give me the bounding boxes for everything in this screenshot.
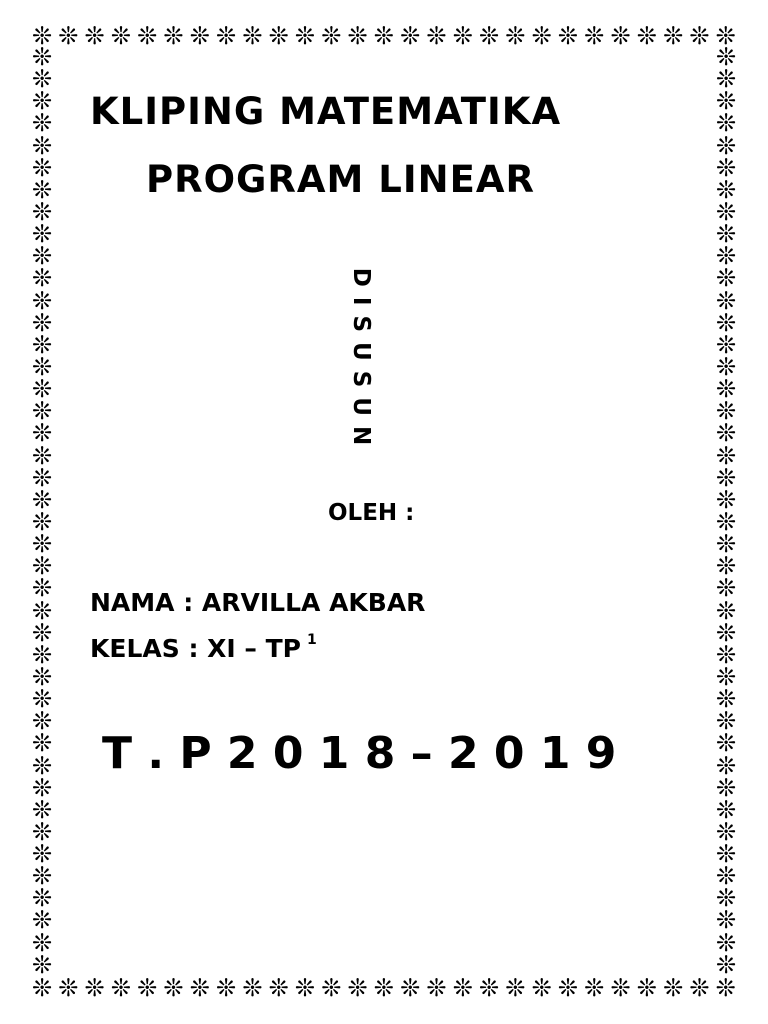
border-star-icon: ❊ — [31, 419, 53, 448]
border-star-icon: ❊ — [715, 419, 737, 448]
border-star-icon: ❊ — [110, 974, 131, 1002]
border-star-icon: ❊ — [31, 330, 53, 359]
border-star-icon: ❊ — [715, 530, 737, 559]
border-star-icon: ❊ — [137, 22, 158, 50]
border-star-icon: ❊ — [31, 884, 53, 913]
border-star-icon: ❊ — [715, 220, 737, 249]
border-star-icon: ❊ — [84, 974, 105, 1002]
border-star-icon: ❊ — [715, 242, 737, 271]
border-star-icon: ❊ — [715, 286, 737, 315]
border-star-icon: ❊ — [268, 22, 289, 50]
border-star-icon: ❊ — [31, 707, 53, 736]
border-star-icon: ❊ — [715, 308, 737, 337]
border-star-icon: ❊ — [242, 974, 263, 1002]
border-star-icon: ❊ — [715, 131, 737, 160]
border-star-icon: ❊ — [31, 751, 53, 780]
oleh-label: OLEH : — [328, 500, 415, 526]
vertical-disusun — [346, 252, 376, 462]
border-star-icon: ❊ — [715, 397, 737, 426]
kelas-text: KELAS : XI – TP — [90, 634, 301, 663]
border-star-icon: ❊ — [31, 242, 53, 271]
kelas-superscript: 1 — [307, 632, 317, 648]
border-star-icon: ❊ — [321, 974, 342, 1002]
border-star-icon: ❊ — [610, 22, 631, 50]
border-star-icon: ❊ — [31, 397, 53, 426]
border-star-icon: ❊ — [31, 197, 53, 226]
border-star-icon: ❊ — [31, 463, 53, 492]
border-star-icon: ❊ — [31, 375, 53, 404]
border-star-icon: ❊ — [31, 552, 53, 581]
border-star-icon: ❊ — [715, 840, 737, 869]
border-star-icon: ❊ — [31, 43, 53, 71]
border-star-icon: ❊ — [715, 65, 737, 94]
title-line-2: PROGRAM LINEAR — [146, 158, 535, 201]
border-star-icon: ❊ — [636, 974, 657, 1002]
border-star-icon: ❊ — [636, 22, 657, 50]
border-star-icon: ❊ — [31, 729, 53, 758]
border-star-icon: ❊ — [31, 950, 53, 979]
border-star-icon: ❊ — [689, 22, 710, 50]
border-star-icon: ❊ — [321, 22, 342, 50]
border-star-icon: ❊ — [715, 817, 737, 846]
border-star-icon: ❊ — [715, 552, 737, 581]
border-star-icon: ❊ — [715, 507, 737, 536]
border-star-icon: ❊ — [31, 308, 53, 337]
border-star-icon: ❊ — [610, 974, 631, 1002]
border-star-icon: ❊ — [31, 22, 53, 50]
border-star-icon: ❊ — [663, 22, 684, 50]
border-star-icon: ❊ — [58, 22, 79, 50]
border-star-icon: ❊ — [373, 974, 394, 1002]
border-star-icon: ❊ — [715, 574, 737, 603]
border-star-icon: ❊ — [294, 22, 316, 50]
border-star-icon: ❊ — [715, 175, 737, 204]
border-star-icon: ❊ — [31, 175, 53, 204]
border-star-icon: ❊ — [31, 574, 53, 603]
border-star-icon: ❊ — [452, 974, 473, 1002]
border-star-icon: ❊ — [163, 974, 184, 1002]
border-star-icon: ❊ — [400, 22, 421, 50]
border-star-icon: ❊ — [84, 22, 105, 50]
border-star-icon: ❊ — [426, 22, 447, 50]
border-star-icon: ❊ — [31, 507, 53, 536]
border-star-icon: ❊ — [715, 707, 737, 736]
border-star-icon: ❊ — [715, 441, 737, 470]
border-star-icon: ❊ — [31, 840, 53, 869]
border-star-icon: ❊ — [31, 618, 53, 647]
border-star-icon: ❊ — [715, 43, 737, 71]
border-star-icon: ❊ — [715, 87, 737, 116]
border-star-icon: ❊ — [163, 22, 184, 50]
border-star-icon: ❊ — [584, 22, 605, 50]
border-star-icon: ❊ — [689, 974, 710, 1002]
border-star-icon: ❊ — [715, 751, 737, 780]
border-star-icon: ❊ — [715, 197, 737, 226]
border-star-icon: ❊ — [31, 220, 53, 249]
border-star-icon: ❊ — [715, 640, 737, 669]
border-star-icon: ❊ — [216, 22, 237, 50]
border-star-icon: ❊ — [216, 974, 237, 1002]
border-star-icon: ❊ — [31, 928, 53, 957]
border-star-icon: ❊ — [31, 153, 53, 182]
border-star-icon: ❊ — [31, 264, 53, 293]
border-star-icon: ❊ — [110, 22, 131, 50]
border-star-icon: ❊ — [31, 773, 53, 802]
border-star-icon: ❊ — [715, 22, 736, 50]
border-star-icon: ❊ — [31, 441, 53, 470]
border-star-icon: ❊ — [347, 974, 368, 1002]
border-top — [30, 22, 738, 50]
border-star-icon: ❊ — [31, 685, 53, 714]
border-star-icon: ❊ — [715, 330, 737, 359]
border-star-icon: ❊ — [31, 596, 53, 625]
border-star-icon: ❊ — [189, 22, 210, 50]
border-star-icon: ❊ — [715, 795, 737, 824]
border-star-icon: ❊ — [715, 352, 737, 381]
border-star-icon: ❊ — [426, 974, 447, 1002]
border-right — [714, 43, 738, 979]
vertical-disusun-text: D I S U S U N — [348, 267, 374, 447]
border-star-icon: ❊ — [715, 884, 737, 913]
border-star-icon: ❊ — [31, 640, 53, 669]
border-star-icon: ❊ — [189, 974, 210, 1002]
border-star-icon: ❊ — [347, 22, 368, 50]
border-star-icon: ❊ — [531, 22, 552, 50]
border-star-icon: ❊ — [715, 862, 737, 891]
border-star-icon: ❊ — [584, 974, 605, 1002]
border-star-icon: ❊ — [715, 463, 737, 492]
border-star-icon: ❊ — [715, 264, 737, 293]
border-star-icon: ❊ — [715, 773, 737, 802]
border-bottom — [30, 974, 738, 1002]
border-star-icon: ❊ — [505, 974, 526, 1002]
border-left — [30, 43, 54, 979]
border-star-icon: ❊ — [715, 375, 737, 404]
kelas-line — [90, 634, 317, 663]
nama-line: NAMA : ARVILLA AKBAR — [90, 588, 426, 617]
border-star-icon: ❊ — [715, 950, 737, 979]
border-star-icon: ❊ — [31, 974, 53, 1002]
border-star-icon: ❊ — [268, 974, 289, 1002]
border-star-icon: ❊ — [31, 65, 53, 94]
border-star-icon: ❊ — [505, 22, 526, 50]
border-star-icon: ❊ — [557, 22, 578, 50]
border-star-icon: ❊ — [715, 685, 737, 714]
border-star-icon: ❊ — [557, 974, 578, 1002]
border-star-icon: ❊ — [31, 662, 53, 691]
border-star-icon: ❊ — [400, 974, 421, 1002]
border-star-icon: ❊ — [715, 928, 737, 957]
border-star-icon: ❊ — [31, 862, 53, 891]
border-star-icon: ❊ — [663, 974, 684, 1002]
border-star-icon: ❊ — [715, 906, 737, 935]
border-star-icon: ❊ — [31, 352, 53, 381]
border-star-icon: ❊ — [531, 974, 552, 1002]
border-star-icon: ❊ — [31, 817, 53, 846]
border-star-icon: ❊ — [715, 109, 737, 138]
border-star-icon: ❊ — [294, 974, 316, 1002]
border-star-icon: ❊ — [31, 485, 53, 514]
border-star-icon: ❊ — [242, 22, 263, 50]
border-star-icon: ❊ — [31, 906, 53, 935]
border-star-icon: ❊ — [478, 22, 500, 50]
border-star-icon: ❊ — [31, 286, 53, 315]
border-star-icon: ❊ — [452, 22, 473, 50]
border-star-icon: ❊ — [137, 974, 158, 1002]
border-star-icon: ❊ — [715, 974, 736, 1002]
border-star-icon: ❊ — [31, 530, 53, 559]
border-star-icon: ❊ — [715, 618, 737, 647]
border-star-icon: ❊ — [373, 22, 394, 50]
border-star-icon: ❊ — [715, 596, 737, 625]
title-line-1: KLIPING MATEMATIKA — [90, 90, 562, 133]
border-star-icon: ❊ — [715, 153, 737, 182]
border-star-icon: ❊ — [478, 974, 500, 1002]
border-star-icon: ❊ — [31, 87, 53, 116]
border-star-icon: ❊ — [31, 109, 53, 138]
border-star-icon: ❊ — [31, 131, 53, 160]
border-star-icon: ❊ — [715, 485, 737, 514]
border-star-icon: ❊ — [31, 795, 53, 824]
border-star-icon: ❊ — [58, 974, 79, 1002]
border-star-icon: ❊ — [715, 729, 737, 758]
tahun-pelajaran: T . P 2 0 1 8 – 2 0 1 9 — [102, 728, 617, 779]
border-star-icon: ❊ — [715, 662, 737, 691]
